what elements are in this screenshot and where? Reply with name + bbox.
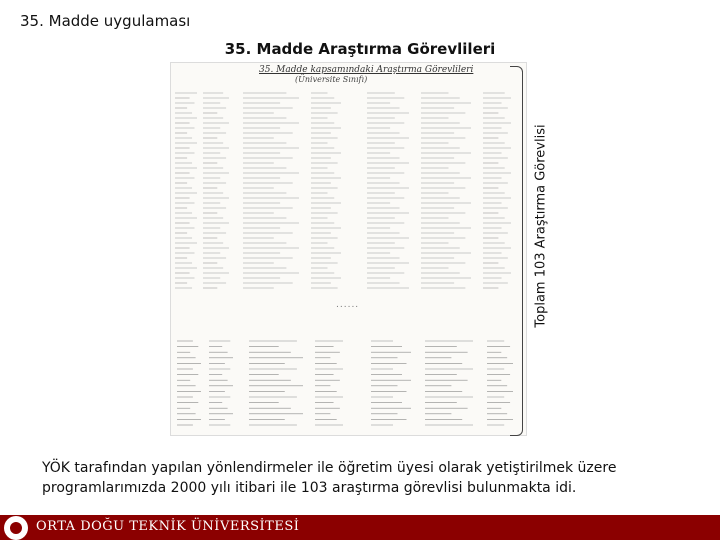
right-bracket [510,66,523,436]
university-logo-icon [4,516,28,540]
scan-subcaption: (Üniversite Sınıfı) [295,75,368,84]
footer-bar [0,515,720,540]
ellipsis-marker: ...... [336,300,360,310]
page-title: 35. Madde Araştırma Görevlileri [224,40,496,58]
slide-header: 35. Madde uygulaması [20,12,191,30]
scanned-document-image [170,62,527,436]
total-count-label: Toplam 103 Araştırma Görevlisi [533,124,549,328]
scan-table-bottom [171,335,526,433]
footer-university-name: ORTA DOĞU TEKNİK ÜNİVERSİTESİ [36,519,300,534]
body-text: YÖK tarafından yapılan yönlendirmeler ile öğretim üyesi olarak yetiştirilmek üzere programlarımızda 2000 yılı itibari ile 103 araştırma görevlisi bulunmakta idi. [42,460,617,496]
scan-table-top [171,63,526,291]
scan-caption: 35. Madde kapsamındaki Araştırma Görevlileri [259,65,474,75]
